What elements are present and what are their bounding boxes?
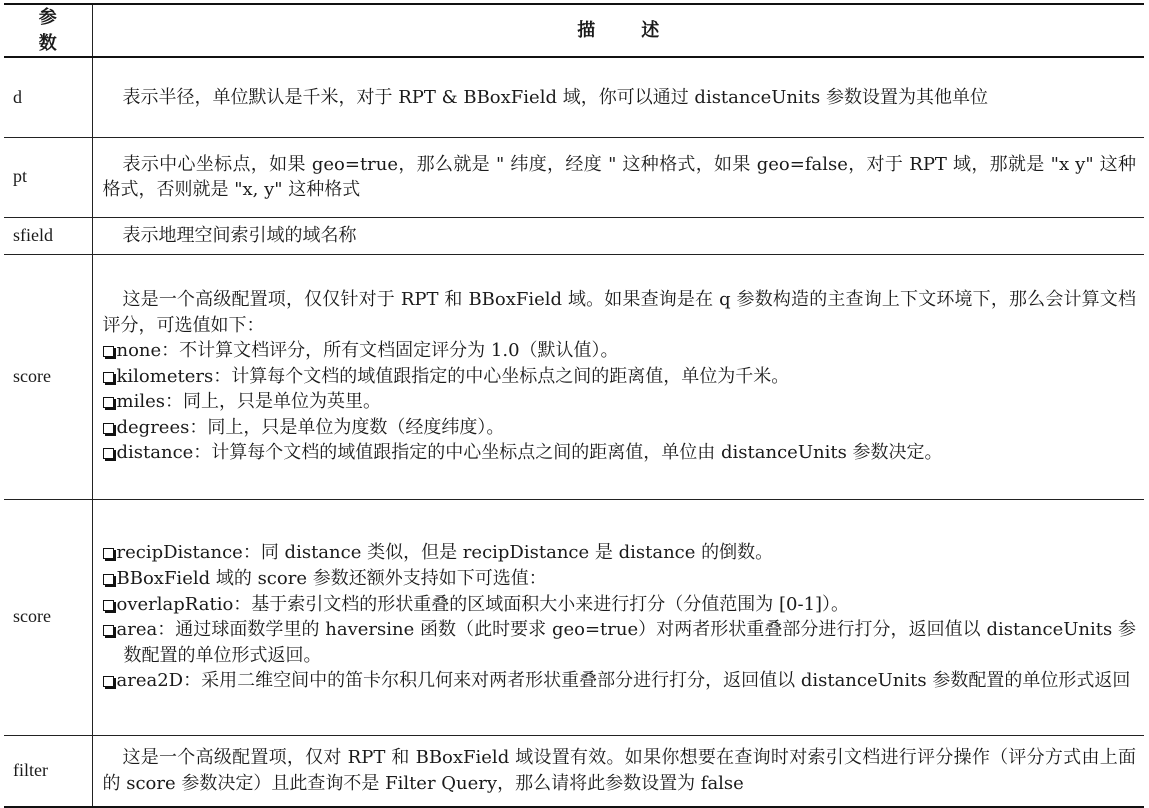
- table-row: [4, 735, 1144, 807]
- checkbox-bullet-icon: [103, 448, 114, 459]
- checkbox-bullet-icon: [103, 574, 114, 585]
- description-text: 表示地理空间索引域的域名称: [122, 224, 357, 246]
- param-name: score: [4, 499, 92, 735]
- bullet-item: area2D：采用二维空间中的笛卡尔积几何来对两者形状重叠部分进行打分，返回值以 distanceUnits 参数配置的单位形式返回: [103, 668, 1137, 694]
- table-row: [4, 137, 1144, 217]
- description-text: 这是一个高级配置项，仅仅针对于 RPT 和 BBoxField 域。如果查询是在 q 参数构造的主查询上下文环境下，那么会计算文档评分，可选值如下：: [102, 289, 1136, 336]
- checkbox-bullet-icon: [103, 423, 114, 434]
- table-row: [4, 217, 1144, 254]
- bullet-item: recipDistance：同 distance 类似，但是 recipDistance 是 distance 的倒数。: [103, 540, 1137, 566]
- checkbox-bullet-icon: [103, 346, 114, 357]
- param-description: [92, 217, 1144, 254]
- table-row: [4, 254, 1144, 499]
- description-text: 表示半径，单位默认是千米，对于 RPT & BBoxField 域，你可以通过 distanceUnits 参数设置为其他单位: [122, 86, 988, 108]
- header-param: 参数: [4, 4, 92, 57]
- description-text: 这是一个高级配置项，仅对 RPT 和 BBoxField 域设置有效。如果你想要在查询时对索引文档进行评分操作（评分方式由上面的 score 参数决定）且此查询不是 Filter Query，那么请将此参数设置为 false: [102, 747, 1136, 794]
- bullet-item: BBoxField 域的 score 参数还额外支持如下可选值：: [103, 566, 1137, 592]
- param-description: [92, 499, 1144, 735]
- param-name: score: [4, 254, 92, 499]
- param-description: [92, 57, 1144, 137]
- param-description: [92, 735, 1144, 807]
- parameter-table: [4, 3, 1144, 808]
- bullet-item: none：不计算文档评分，所有文档固定评分为 1.0（默认值）。: [103, 338, 1137, 364]
- table-header-row: [4, 4, 1144, 57]
- param-name: d: [4, 57, 92, 137]
- description-text: 表示中心坐标点，如果 geo=true，那么就是 " 纬度，经度 " 这种格式，如果 geo=false，对于 RPT 域，那就是 "x y" 这种格式，否则就是 "x, y" 这种格式: [102, 153, 1136, 201]
- header-description: 描述: [92, 4, 1144, 57]
- bullet-item: kilometers：计算每个文档的域值跟指定的中心坐标点之间的距离值，单位为千米。: [103, 364, 1137, 390]
- checkbox-bullet-icon: [103, 372, 114, 383]
- param-name: filter: [4, 735, 92, 807]
- param-name: sfield: [4, 217, 92, 254]
- param-description: [92, 137, 1144, 217]
- bullet-item: distance：计算每个文档的域值跟指定的中心坐标点之间的距离值，单位由 distanceUnits 参数决定。: [103, 440, 1137, 466]
- table-row: [4, 499, 1144, 735]
- bullet-item: area：通过球面数学里的 haversine 函数（此时要求 geo=true）对两者形状重叠部分进行打分，返回值以 distanceUnits 参数配置的单位形式返回。: [103, 617, 1137, 668]
- table-row: [4, 57, 1144, 137]
- checkbox-bullet-icon: [103, 625, 114, 636]
- param-name: pt: [4, 137, 92, 217]
- checkbox-bullet-icon: [103, 548, 114, 559]
- checkbox-bullet-icon: [103, 397, 114, 408]
- bullet-item: miles：同上，只是单位为英里。: [103, 389, 1137, 415]
- checkbox-bullet-icon: [103, 600, 114, 611]
- bullet-item: overlapRatio：基于索引文档的形状重叠的区域面积大小来进行打分（分值范围为 [0-1]）。: [103, 592, 1137, 618]
- param-description: [92, 254, 1144, 499]
- checkbox-bullet-icon: [103, 676, 114, 687]
- bullet-item: degrees：同上，只是单位为度数（经度纬度）。: [103, 415, 1137, 441]
